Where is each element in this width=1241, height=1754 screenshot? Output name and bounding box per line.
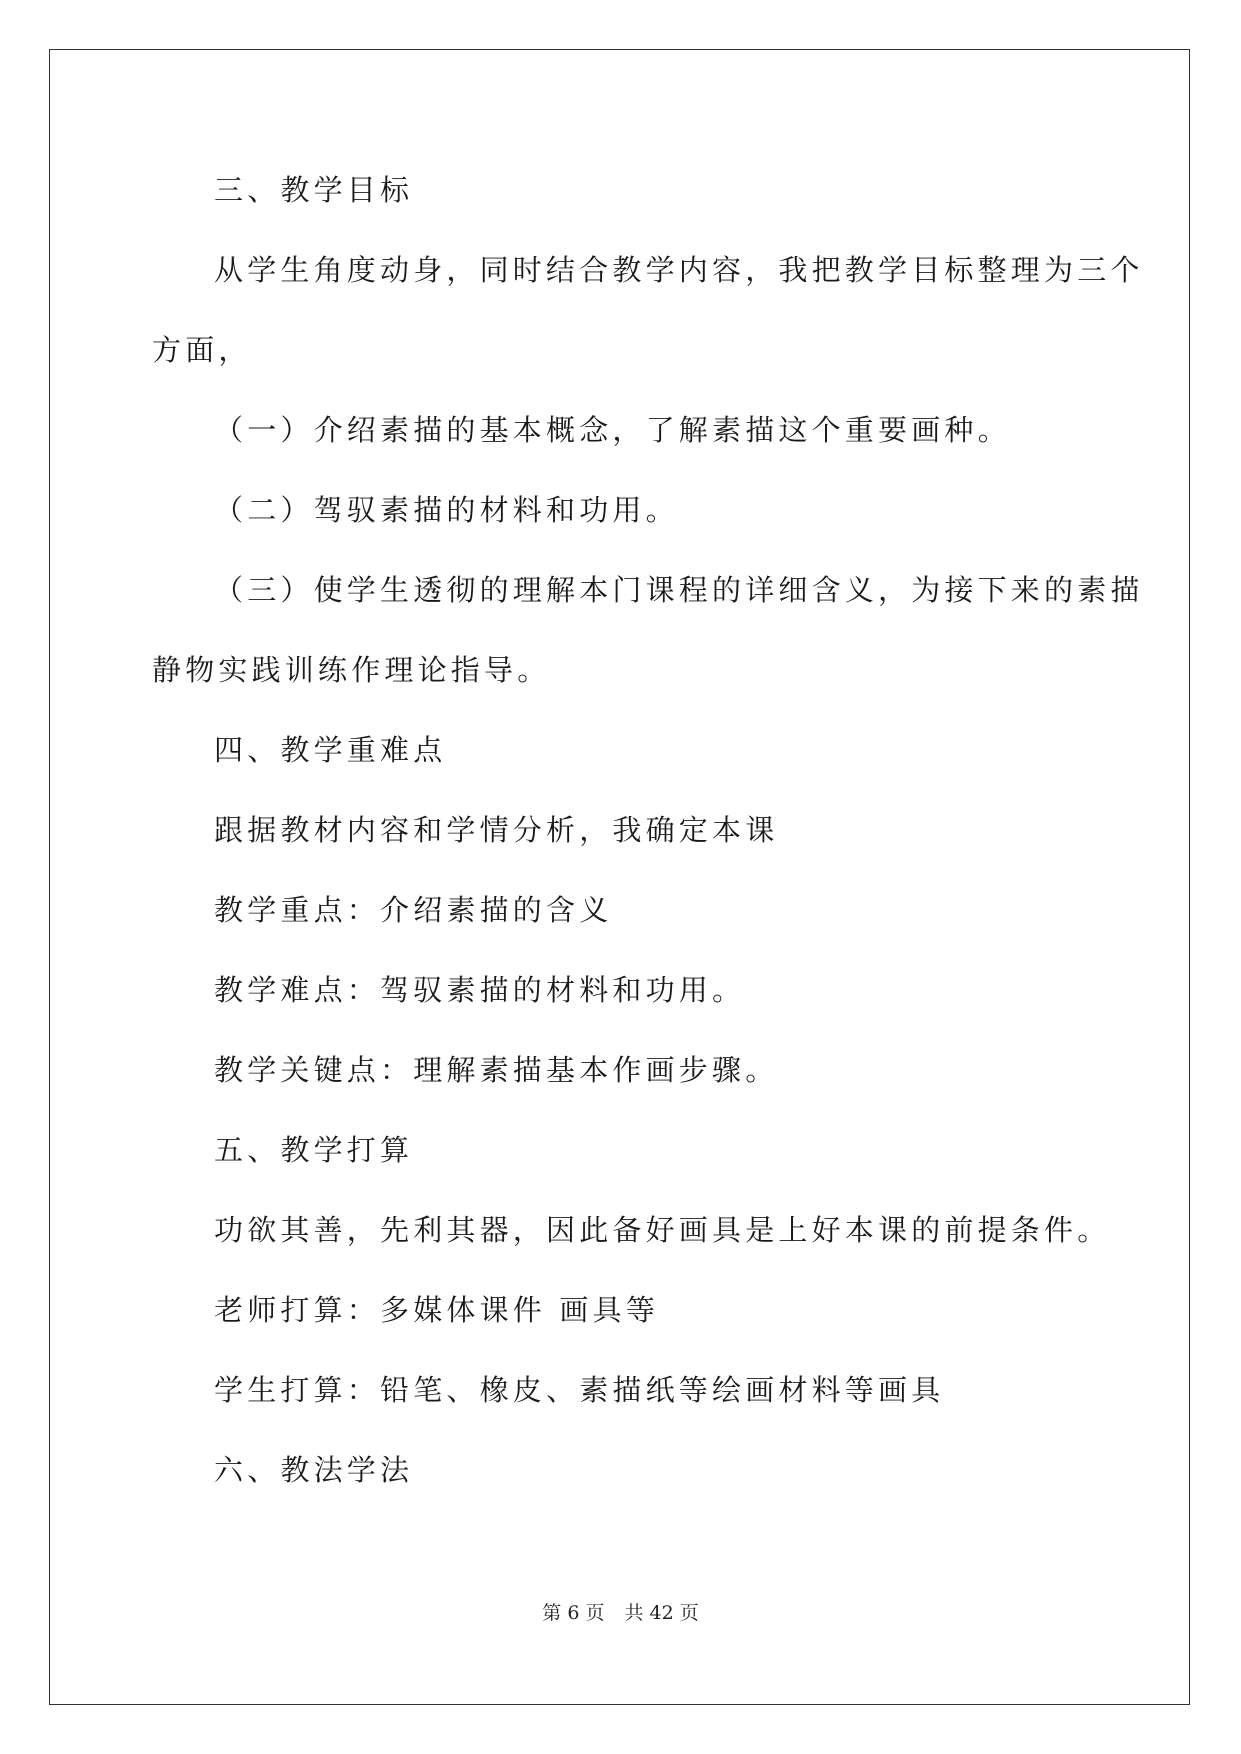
objective-item-1: （一）介绍素描的基本概念，了解素描这个重要画种。 (214, 413, 1011, 447)
student-preparation-line: 学生打算：铅笔、橡皮、素描纸等绘画材料等画具 (214, 1373, 945, 1407)
objective-item-3-continuation: 静物实践训练作理论指导。 (152, 653, 551, 687)
teacher-preparation-line: 老师打算：多媒体课件 画具等 (214, 1293, 660, 1327)
objective-item-2: （二）驾驭素描的材料和功用。 (214, 493, 679, 527)
key-point-line: 教学重点：介绍素描的含义 (214, 893, 613, 927)
section-heading-methods: 六、教法学法 (214, 1453, 414, 1487)
difficult-point-line: 教学难点：驾驭素描的材料和功用。 (214, 973, 746, 1007)
body-paragraph: 从学生角度动身，同时结合教学内容，我把教学目标整理为三个 (214, 253, 1144, 287)
critical-point-line: 教学关键点：理解素描基本作画步骤。 (214, 1053, 779, 1087)
section-heading-objectives: 三、教学目标 (214, 173, 414, 207)
page-footer (0, 1600, 1241, 1626)
section-heading-preparation: 五、教学打算 (214, 1133, 414, 1167)
body-paragraph: 跟据教材内容和学情分析，我确定本课 (214, 813, 779, 847)
section-heading-key-points: 四、教学重难点 (214, 733, 447, 767)
page-total: 共 42 页 (624, 1602, 699, 1624)
page-number: 第 6 页 (542, 1602, 605, 1624)
body-paragraph-continuation: 方面， (152, 333, 252, 367)
objective-item-3: （三）使学生透彻的理解本门课程的详细含义，为接下来的素描 (214, 573, 1144, 607)
body-paragraph: 功欲其善，先利其器，因此备好画具是上好本课的前提条件。 (214, 1213, 1111, 1247)
